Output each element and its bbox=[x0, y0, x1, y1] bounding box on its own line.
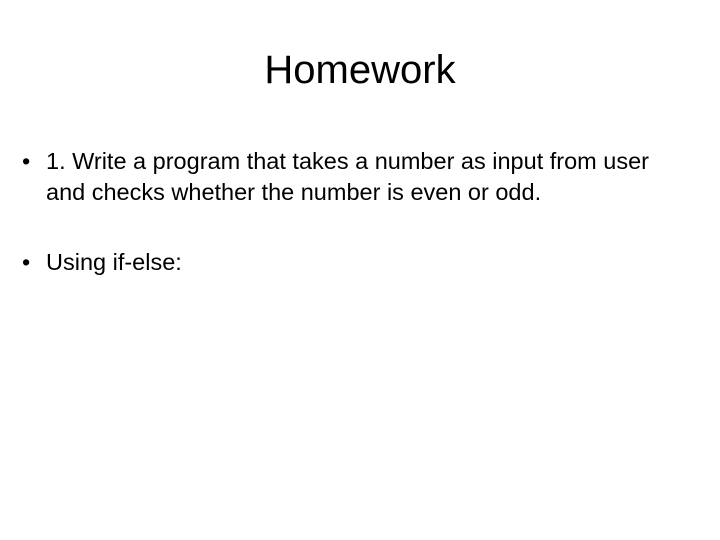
bullet-item-if-else bbox=[22, 247, 682, 278]
bullet-text-task: 1. Write a program that takes a number as input from user and checks whether the number is even or odd. bbox=[46, 148, 650, 205]
bullet-marker-icon: • bbox=[22, 249, 31, 275]
bullet-item-task bbox=[22, 146, 682, 208]
bullet-list bbox=[22, 146, 682, 317]
slide-title: Homework bbox=[264, 48, 456, 92]
bullet-marker-icon: • bbox=[22, 148, 31, 174]
bullet-text-if-else: Using if-else: bbox=[46, 249, 182, 275]
